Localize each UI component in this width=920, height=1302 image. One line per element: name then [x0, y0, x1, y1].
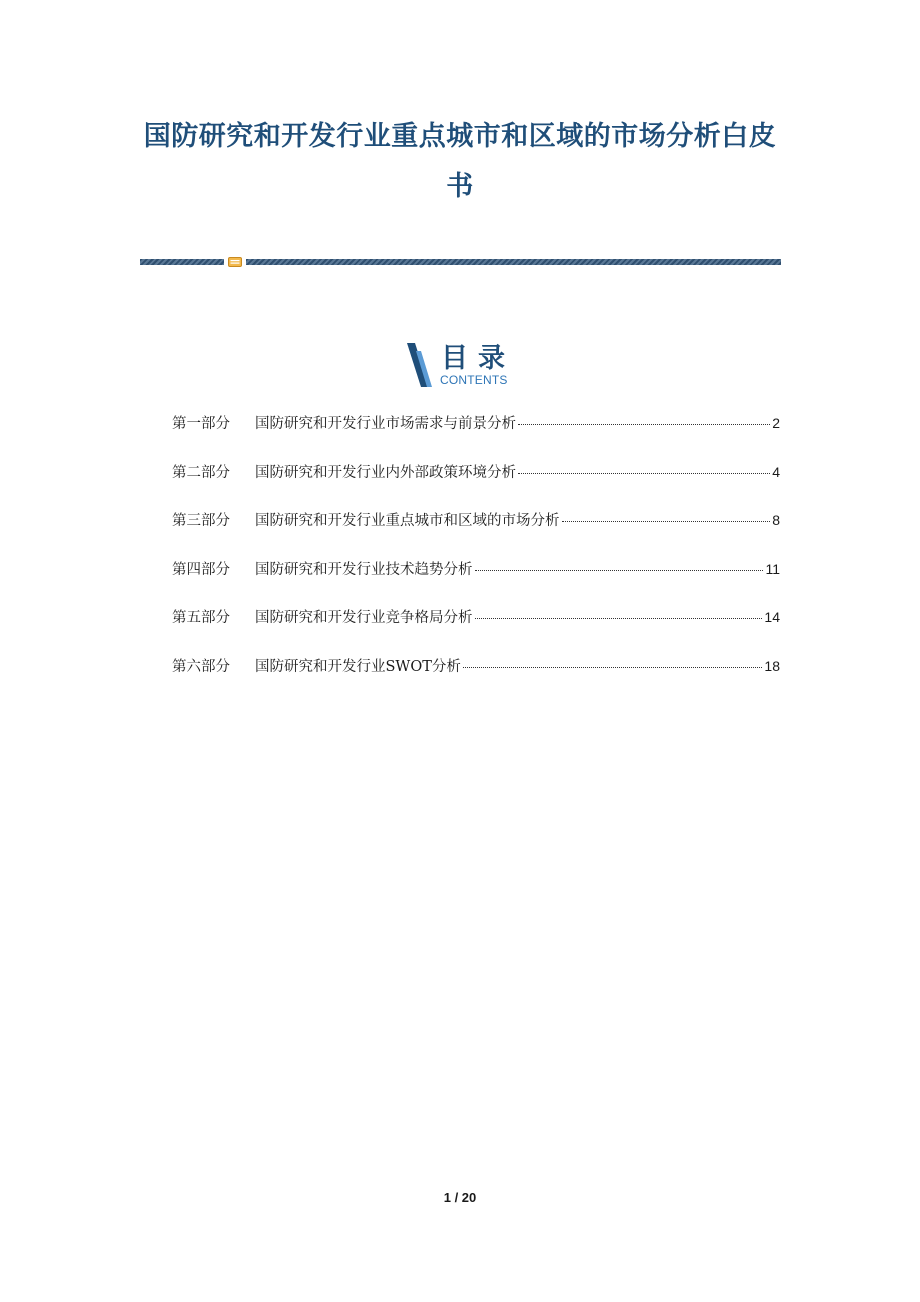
toc-entry-title: 国防研究和开发行业内外部政策环境分析 — [255, 464, 516, 481]
toc-entry-page: 14 — [764, 609, 780, 626]
toc-entry-title: 国防研究和开发行业技术趋势分析 — [255, 561, 473, 578]
toc-entry-page: 18 — [764, 657, 780, 674]
toc-entry[interactable] — [172, 509, 780, 558]
toc-entry-page: 8 — [772, 512, 780, 529]
toc-entry[interactable] — [172, 606, 780, 655]
toc-entry-title: 国防研究和开发行业SWOT分析 — [255, 658, 461, 675]
toc-dot-leader — [518, 410, 770, 426]
toc-entry-part: 第二部分 — [172, 464, 230, 481]
title-divider — [140, 257, 781, 267]
toc-entry-part: 第三部分 — [172, 513, 230, 530]
document-title: 国防研究和开发行业重点城市和区域的市场分析白皮书 — [143, 121, 777, 202]
toc-entry[interactable] — [172, 461, 780, 510]
toc-entry-part: 第一部分 — [172, 416, 230, 432]
toc-entry-title: 国防研究和开发行业市场需求与前景分析 — [255, 416, 516, 432]
divider-bar-right — [246, 259, 781, 265]
page-indicator: 1 / 20 — [443, 1190, 477, 1205]
toc-entry-title: 国防研究和开发行业重点城市和区域的市场分析 — [255, 513, 560, 530]
toc-entry[interactable] — [172, 558, 780, 607]
toc-entry-page: 4 — [772, 463, 780, 480]
divider-bar-left — [140, 259, 224, 265]
toc-entry-part: 第六部分 — [172, 658, 230, 675]
toc-entry-part: 第五部分 — [172, 610, 230, 627]
toc-entry[interactable] — [172, 655, 780, 704]
toc-subheading-text: CONTENTS — [440, 373, 508, 387]
toc-dot-leader — [475, 555, 764, 571]
toc-dot-leader — [475, 604, 763, 620]
contents-mark-icon — [405, 343, 433, 387]
toc-entry[interactable] — [172, 412, 780, 461]
toc-heading-text: 目录 — [441, 343, 515, 374]
toc-entry-part: 第四部分 — [172, 561, 230, 578]
toc-entry-page: 11 — [765, 560, 780, 577]
table-of-contents — [172, 412, 780, 704]
toc-heading — [405, 343, 525, 389]
toc-entry-page: 2 — [772, 415, 780, 431]
document-badge-icon — [228, 257, 242, 267]
toc-dot-leader — [562, 507, 771, 523]
toc-entry-title: 国防研究和开发行业竞争格局分析 — [255, 610, 473, 627]
toc-dot-leader — [463, 652, 763, 668]
toc-dot-leader — [518, 458, 770, 474]
